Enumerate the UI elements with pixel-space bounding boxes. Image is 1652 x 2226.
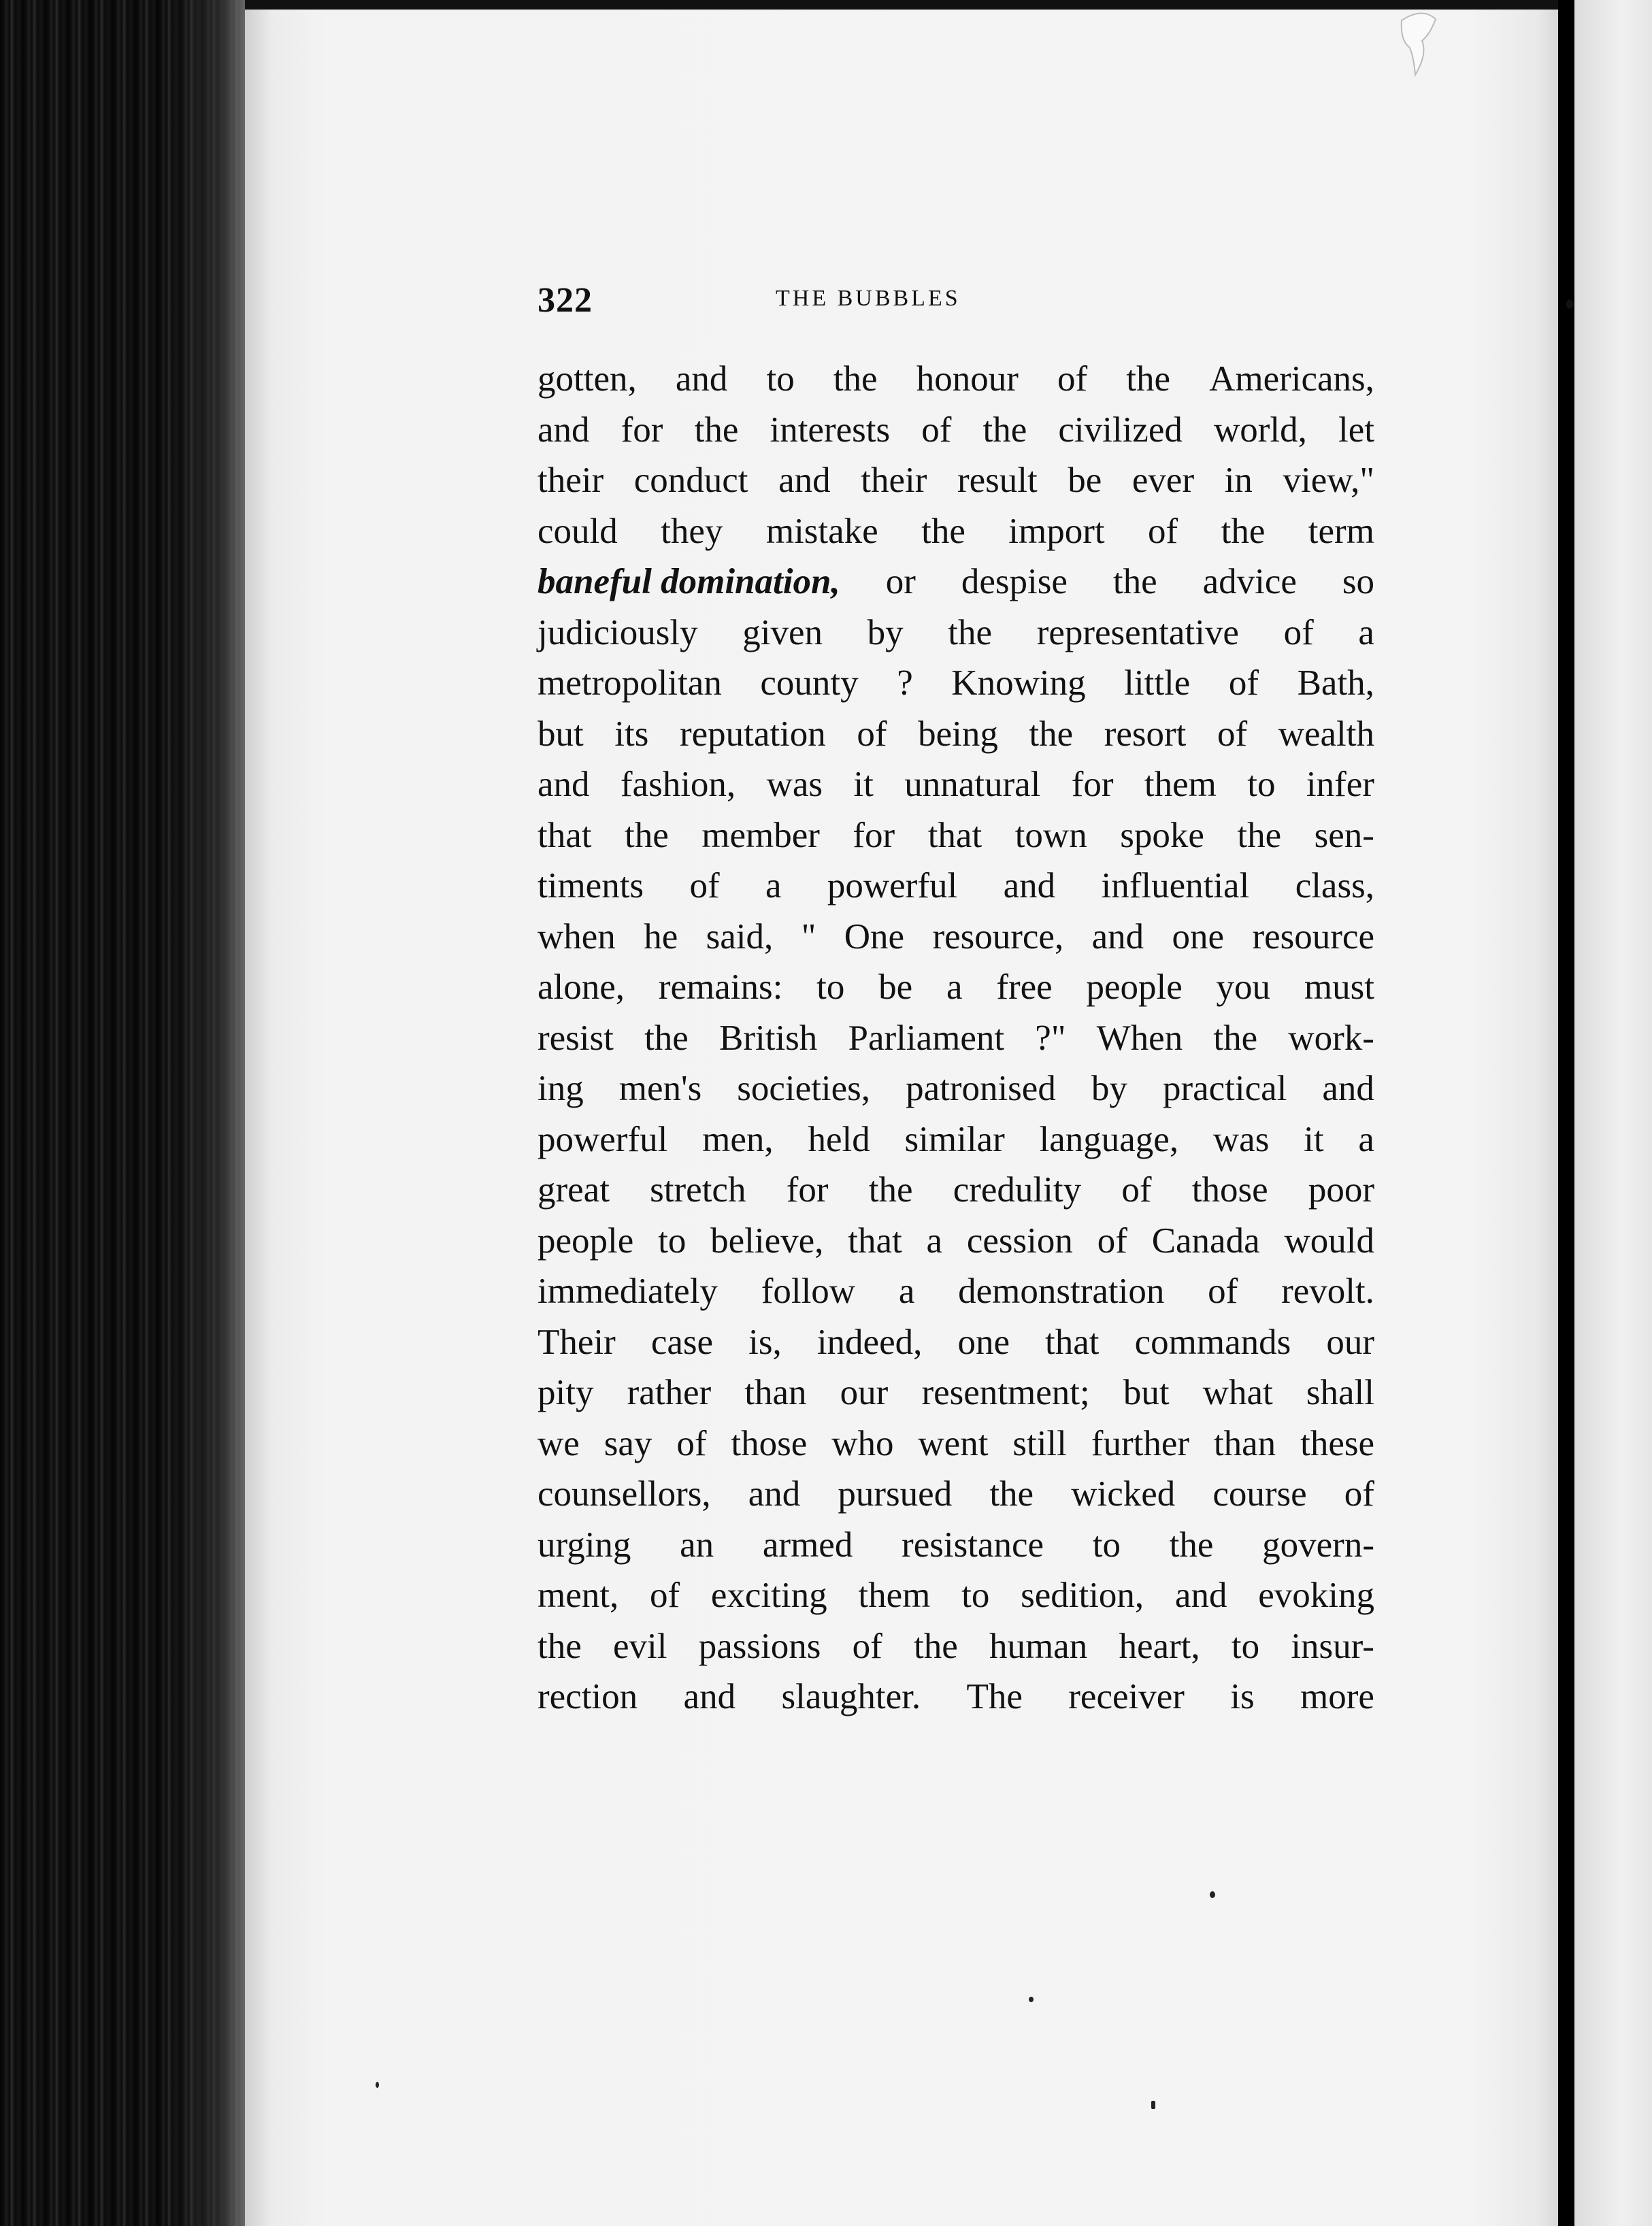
word: of	[1208, 1272, 1238, 1311]
word: but	[538, 714, 584, 754]
word: what	[1202, 1373, 1273, 1412]
word: more	[1300, 1677, 1374, 1716]
word: a	[946, 967, 963, 1007]
word: a	[765, 866, 782, 906]
text-line	[538, 709, 1374, 760]
word: term	[1308, 511, 1374, 551]
word: judiciously	[538, 612, 698, 652]
running-head: THE BUBBLES	[776, 286, 961, 311]
word: the	[1237, 815, 1282, 855]
word: believe,	[710, 1220, 824, 1261]
word: ever	[1131, 461, 1195, 500]
word: little	[1124, 663, 1191, 703]
word: and	[683, 1677, 736, 1716]
text-line	[538, 810, 1374, 861]
word: these	[1300, 1423, 1374, 1463]
word: resist	[538, 1018, 614, 1058]
word: patronised	[906, 1069, 1056, 1108]
word: could	[538, 511, 618, 551]
word: counsellors,	[538, 1474, 711, 1514]
word: influential	[1101, 866, 1250, 906]
word: that	[848, 1220, 902, 1261]
word: resort	[1104, 714, 1187, 754]
text-line	[538, 1621, 1374, 1672]
word: civilized	[1058, 410, 1183, 450]
word: town	[1014, 815, 1087, 855]
word: When	[1096, 1018, 1183, 1058]
word: of	[676, 1423, 707, 1463]
word: further	[1091, 1423, 1189, 1463]
word: by	[867, 612, 904, 652]
text-line	[538, 1418, 1374, 1469]
word: "	[801, 916, 816, 957]
word: the	[868, 1170, 913, 1210]
word: rection	[538, 1677, 638, 1716]
word: the	[989, 1474, 1034, 1514]
word: the	[1112, 562, 1157, 601]
word: it	[853, 765, 874, 804]
word: advice	[1202, 562, 1297, 601]
word: and	[538, 765, 590, 804]
word: ?"	[1035, 1018, 1066, 1058]
word: the	[982, 410, 1027, 450]
word: view,"	[1283, 461, 1374, 500]
word: men,	[702, 1119, 774, 1159]
word: it	[1304, 1119, 1324, 1159]
word: reputation	[679, 714, 826, 754]
word: the	[694, 410, 739, 450]
word: and	[675, 359, 728, 399]
word: resentment;	[921, 1373, 1090, 1412]
text-line	[538, 912, 1374, 963]
word: was	[1212, 1119, 1270, 1159]
word: the	[624, 815, 669, 855]
word: being	[918, 714, 998, 754]
page-number: 322	[538, 281, 593, 320]
word: went	[918, 1423, 989, 1463]
word: one	[957, 1322, 1010, 1362]
word: the	[1213, 1018, 1258, 1058]
word: that	[927, 815, 982, 855]
text-line	[538, 861, 1374, 912]
word: of	[1057, 359, 1088, 399]
text-line	[538, 1063, 1374, 1114]
word: people	[1086, 967, 1183, 1007]
word: revolt.	[1281, 1272, 1374, 1311]
ink-speck	[376, 2082, 379, 2088]
word: receiver	[1068, 1677, 1185, 1716]
word: sen-	[1314, 815, 1374, 855]
word: be	[1068, 461, 1102, 500]
word: to	[1092, 1525, 1121, 1565]
word: member	[701, 815, 820, 855]
next-page-edge	[1574, 0, 1652, 2226]
word: people	[538, 1220, 634, 1261]
word: Canada	[1151, 1220, 1260, 1261]
word: and	[1174, 1576, 1227, 1615]
word: fashion,	[620, 765, 736, 804]
word: to	[1231, 1626, 1260, 1666]
page-header	[538, 272, 1381, 327]
word: the	[1221, 511, 1266, 551]
word: ment,	[538, 1576, 619, 1615]
word: spoke	[1120, 815, 1204, 855]
word: ?	[897, 663, 913, 703]
text-line	[538, 1317, 1374, 1368]
word: of	[852, 1626, 882, 1666]
word: and	[1091, 916, 1144, 957]
word: evoking	[1258, 1576, 1374, 1615]
word: let	[1338, 410, 1374, 450]
text-line	[538, 608, 1374, 659]
word: timents	[538, 866, 644, 906]
word: language,	[1039, 1119, 1179, 1159]
word: a	[898, 1272, 915, 1311]
word: representative	[1036, 612, 1239, 652]
word: the	[1029, 714, 1074, 754]
word: than	[1213, 1423, 1276, 1463]
word: a	[1358, 612, 1374, 652]
word: the	[833, 359, 878, 399]
word: pity	[538, 1373, 594, 1412]
word: practical	[1162, 1069, 1287, 1108]
word: remains:	[658, 967, 783, 1007]
text-line	[538, 1013, 1374, 1064]
word: and	[538, 410, 590, 450]
word: their	[538, 461, 604, 500]
word: the	[1126, 359, 1170, 399]
word: a	[926, 1220, 943, 1261]
text-line	[538, 1570, 1374, 1621]
word: but	[1123, 1373, 1170, 1412]
italic-phrase: baneful domination,	[538, 562, 840, 601]
text-line	[538, 455, 1374, 506]
word: societies,	[737, 1069, 871, 1108]
text-line	[538, 1367, 1374, 1418]
word: to	[961, 1576, 990, 1615]
word: held	[808, 1119, 870, 1159]
word: passions	[698, 1626, 821, 1666]
word: said,	[706, 916, 774, 957]
word: powerful	[827, 866, 958, 906]
word: still	[1012, 1423, 1067, 1463]
word: than	[744, 1373, 807, 1412]
word: is,	[748, 1322, 782, 1362]
word: resource,	[932, 916, 1064, 957]
word: infer	[1306, 765, 1374, 804]
word: rather	[627, 1373, 712, 1412]
word: commands	[1134, 1322, 1291, 1362]
word: its	[614, 714, 649, 754]
ink-speck	[1566, 299, 1573, 309]
word: resource	[1252, 916, 1374, 957]
word: credulity	[953, 1170, 1082, 1210]
word: demonstration	[958, 1272, 1165, 1311]
word: world,	[1213, 410, 1307, 450]
text-line	[538, 658, 1374, 709]
word: of	[1217, 714, 1248, 754]
word: for	[786, 1170, 829, 1210]
word: or	[885, 562, 916, 601]
text-line	[538, 759, 1374, 810]
word: and	[748, 1474, 801, 1514]
word: and	[778, 461, 831, 500]
text-line	[538, 354, 1374, 405]
text-line	[538, 1165, 1374, 1216]
word: of	[689, 866, 720, 906]
word: Parliament	[848, 1018, 1005, 1058]
word: class,	[1295, 866, 1374, 906]
word: work-	[1288, 1018, 1374, 1058]
word: to	[766, 359, 795, 399]
word: great	[538, 1170, 610, 1210]
word: of	[1283, 612, 1314, 652]
word: to	[1247, 765, 1276, 804]
word: gotten,	[538, 359, 637, 399]
word: for	[1071, 765, 1114, 804]
word: by	[1091, 1069, 1127, 1108]
word: similar	[904, 1119, 1005, 1159]
word: the	[921, 511, 965, 551]
text-line	[538, 1266, 1374, 1317]
text-line	[538, 1216, 1374, 1267]
word: county	[760, 663, 859, 703]
word: you	[1216, 967, 1271, 1007]
word: for	[621, 410, 663, 450]
word: the	[644, 1018, 689, 1058]
page-gutter	[1558, 0, 1574, 2226]
word: one	[1172, 916, 1225, 957]
ink-speck	[1210, 1891, 1215, 1898]
word: shall	[1306, 1373, 1374, 1412]
word: wicked	[1071, 1474, 1176, 1514]
word: that	[538, 815, 592, 855]
word: heart,	[1119, 1626, 1200, 1666]
text-line	[538, 1672, 1374, 1723]
text-line	[538, 1114, 1374, 1165]
word: follow	[761, 1272, 856, 1311]
word: Their	[538, 1322, 616, 1362]
word: the	[1169, 1525, 1214, 1565]
word: for	[853, 815, 895, 855]
word: of	[1228, 663, 1259, 703]
word: who	[831, 1423, 894, 1463]
ink-speck	[1151, 2101, 1155, 2109]
word: of	[649, 1576, 680, 1615]
word: the	[538, 1626, 582, 1666]
word: The	[966, 1677, 1023, 1716]
word: say	[604, 1423, 652, 1463]
word: to	[816, 967, 845, 1007]
word: stretch	[650, 1170, 746, 1210]
word: men's	[618, 1069, 702, 1108]
word: case	[650, 1322, 714, 1362]
text-line	[538, 962, 1374, 1013]
word: he	[644, 916, 678, 957]
word: Americans,	[1209, 359, 1374, 399]
word: metropolitan	[538, 663, 722, 703]
word: their	[861, 461, 927, 500]
word: the	[948, 612, 993, 652]
word: immediately	[538, 1272, 718, 1311]
word: that	[1045, 1322, 1100, 1362]
word: course	[1212, 1474, 1307, 1514]
word: govern-	[1262, 1525, 1374, 1565]
word: import	[1008, 511, 1105, 551]
word: given	[742, 612, 823, 652]
word: to	[658, 1220, 687, 1261]
word: would	[1284, 1220, 1374, 1261]
word: so	[1342, 562, 1374, 601]
text-line	[538, 556, 1374, 608]
word: the	[913, 1626, 958, 1666]
word: of	[857, 714, 887, 754]
word: they	[661, 511, 723, 551]
word: was	[766, 765, 823, 804]
word: them	[858, 1576, 931, 1615]
word: of	[921, 410, 952, 450]
word: insur-	[1291, 1626, 1374, 1666]
word: British	[719, 1018, 818, 1058]
word: result	[957, 461, 1038, 500]
word: is	[1230, 1677, 1255, 1716]
word: a	[1358, 1119, 1374, 1159]
word: evil	[612, 1626, 667, 1666]
body-text	[538, 354, 1374, 1723]
word: those	[731, 1423, 808, 1463]
word: urging	[538, 1525, 631, 1565]
word: an	[680, 1525, 714, 1565]
word: ing	[538, 1069, 584, 1108]
text-line	[538, 1520, 1374, 1571]
word: those	[1191, 1170, 1268, 1210]
word: in	[1224, 461, 1253, 500]
word: and	[1322, 1069, 1374, 1108]
word: our	[1326, 1322, 1374, 1362]
word: resistance	[902, 1525, 1044, 1565]
word: free	[996, 967, 1053, 1007]
word: conduct	[633, 461, 748, 500]
word: slaughter.	[781, 1677, 921, 1716]
word: of	[1148, 511, 1178, 551]
word: our	[840, 1373, 889, 1412]
word: cession	[966, 1220, 1073, 1261]
word: armed	[762, 1525, 853, 1565]
word: mistake	[765, 511, 878, 551]
word: indeed,	[816, 1322, 923, 1362]
text-line	[538, 405, 1374, 456]
ink-speck	[1029, 1997, 1034, 2002]
text-line	[538, 1469, 1374, 1520]
word: alone,	[538, 967, 625, 1007]
word: of	[1344, 1474, 1374, 1514]
word: powerful	[538, 1119, 668, 1159]
word: One	[844, 916, 905, 957]
word: honour	[916, 359, 1019, 399]
word: despise	[961, 562, 1068, 601]
word: unnatural	[904, 765, 1041, 804]
word: sedition,	[1021, 1576, 1144, 1615]
word: we	[538, 1423, 580, 1463]
word: must	[1304, 967, 1374, 1007]
word: of	[1097, 1220, 1127, 1261]
word: and	[1003, 866, 1056, 906]
word: them	[1144, 765, 1217, 804]
word: Bath,	[1297, 663, 1374, 703]
word: Knowing	[951, 663, 1086, 703]
torn-corner-mark	[1395, 7, 1442, 82]
word: when	[538, 916, 616, 957]
word: of	[1121, 1170, 1152, 1210]
word: pursued	[838, 1474, 953, 1514]
word: exciting	[710, 1576, 827, 1615]
word: wealth	[1278, 714, 1374, 754]
word: interests	[770, 410, 891, 450]
word: poor	[1308, 1170, 1374, 1210]
text-line	[538, 506, 1374, 557]
word: be	[878, 967, 913, 1007]
word: human	[989, 1626, 1088, 1666]
